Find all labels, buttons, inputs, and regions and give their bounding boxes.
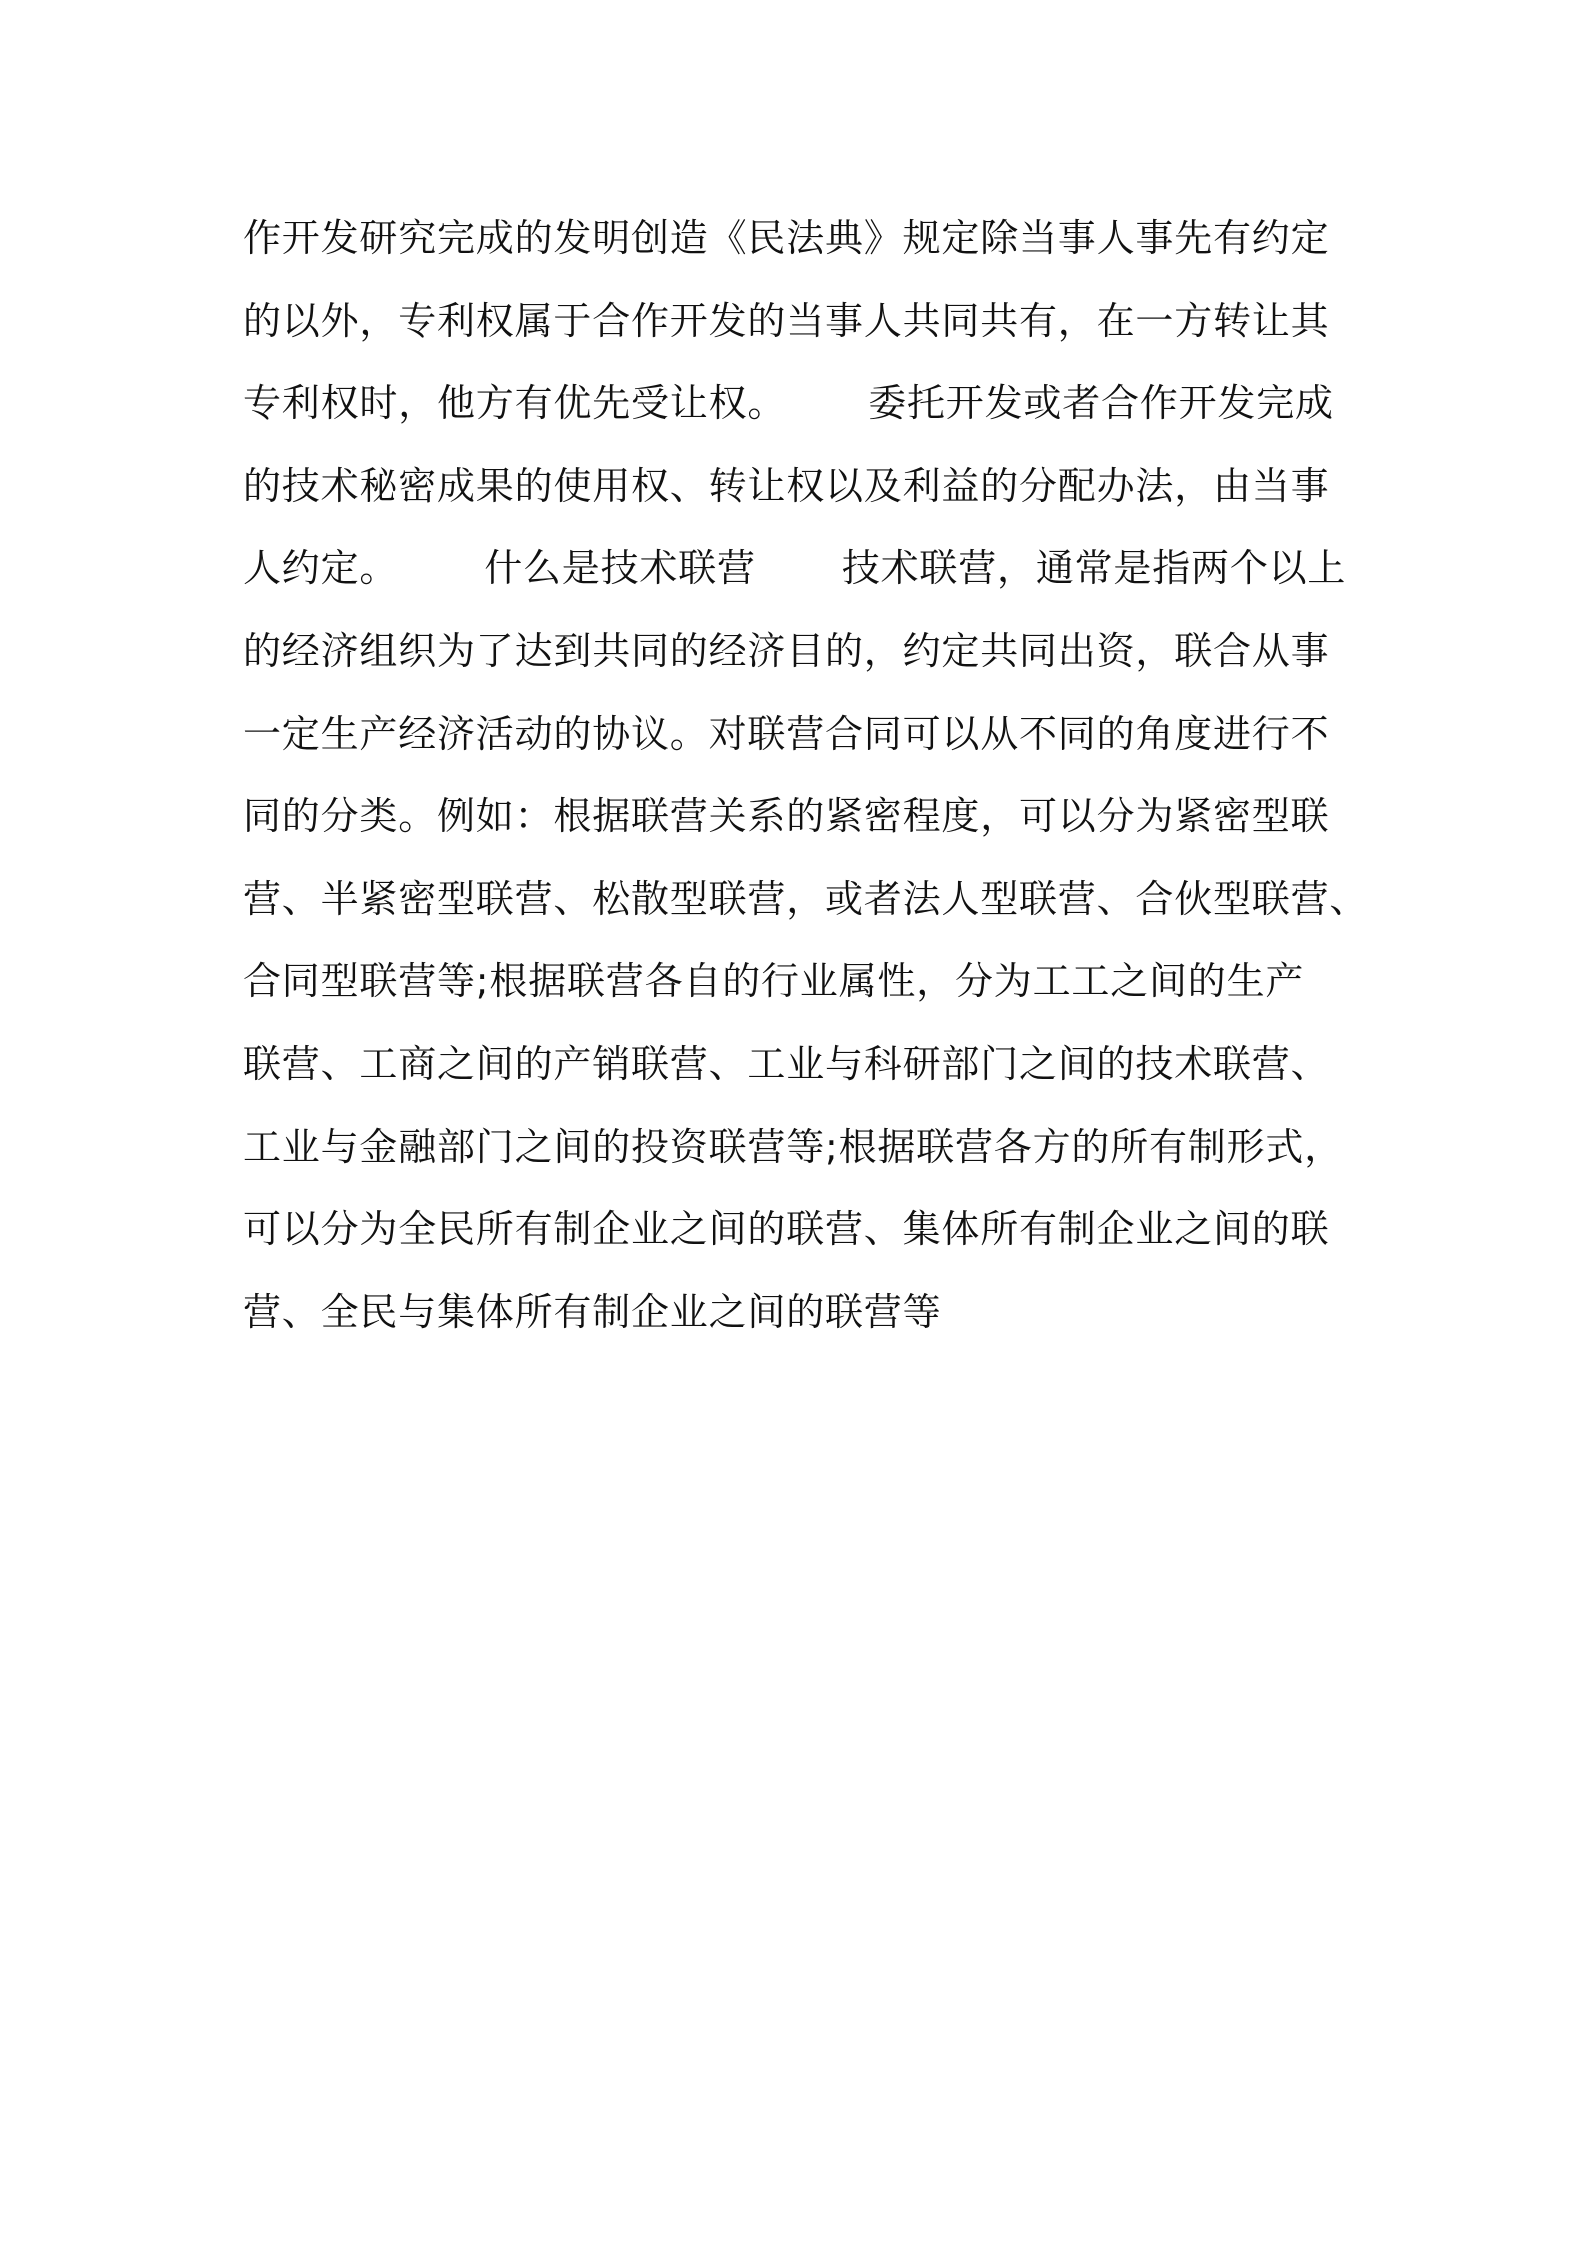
text-line [243,527,1363,610]
text-line [243,1188,1363,1271]
text-line [243,445,1363,528]
text-segment: 营、全民与集体所有制企业之间的联营等 [243,1289,942,1334]
text-segment: 联营、工商之间的产销联营、工业与科研部门之间的技术联营、 [243,1041,1330,1086]
text-segment: 作开发研究完成的发明创造《民法典》规定除当事人事先有约定 [243,216,1330,260]
text-segment: 合同型联营等;根据联营各自的行业属性，分为工工之间的生产 [243,959,1305,1004]
text-segment: 同的分类。例如：根据联营关系的紧密程度，可以分为紧密型联 [243,794,1330,839]
text-line [243,362,1363,445]
text-line [243,1106,1363,1189]
text-segment: 的以外，专利权属于合作开发的当事人共同共有，在一方转让其 [243,298,1330,343]
text-line [243,1023,1363,1106]
text-segment: 技术联营，通常是指两个以上 [841,546,1347,591]
text-line [243,693,1363,776]
body-text [243,197,1369,1353]
text-line [243,280,1363,363]
text-segment: 营、半紧密型联营、松散型联营，或者法人型联营、合伙型联营、 [243,876,1369,921]
text-segment: 什么是技术联营 [484,546,756,591]
text-segment: 的技术秘密成果的使用权、转让权以及利益的分配办法，由当事 [243,463,1330,508]
text-line [243,197,1363,280]
text-line [243,775,1363,858]
text-segment: 可以分为全民所有制企业之间的联营、集体所有制企业之间的联 [243,1207,1330,1252]
text-line [243,1271,1363,1354]
text-segment: 的经济组织为了达到共同的经济目的，约定共同出资，联合从事 [243,628,1330,673]
text-segment: 专利权时，他方有优先受让权。 [243,381,787,426]
text-segment: 一定生产经济活动的协议。对联营合同可以从不同的角度进行不 [243,711,1330,756]
text-line [243,858,1369,941]
text-line [243,940,1363,1023]
text-line [243,610,1363,693]
text-segment: 人约定。 [243,546,399,591]
text-segment: 工业与金融部门之间的投资联营等;根据联营各方的所有制形式， [243,1124,1344,1169]
text-segment: 委托开发或者合作开发完成 [868,381,1334,426]
